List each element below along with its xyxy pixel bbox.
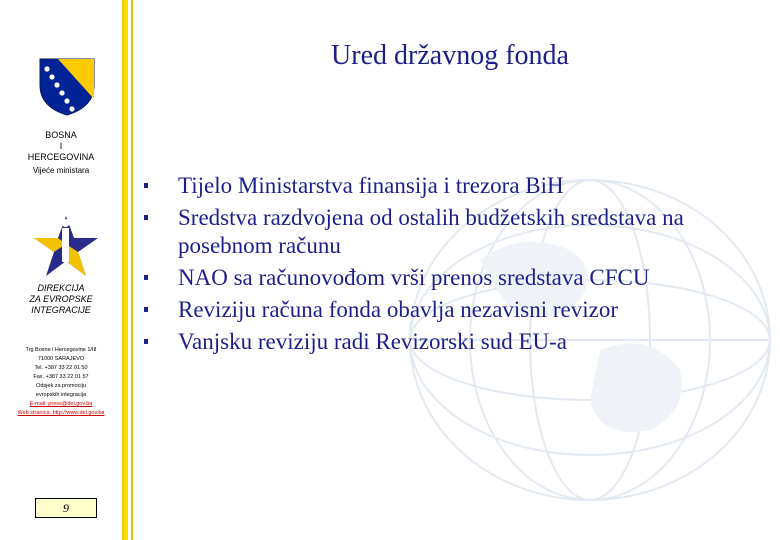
- bullet-item: [150, 264, 775, 292]
- country-line: HERCEGOVINA: [27, 152, 95, 162]
- contact-line: Odsjek za promociju: [36, 383, 86, 389]
- website-link[interactable]: Web stranica: http://www.dei.gov.ba: [17, 410, 105, 416]
- bullet-item: [150, 296, 775, 324]
- slide-title: Ured državnog fonda: [331, 40, 569, 71]
- bullet-marker-icon: [144, 215, 148, 220]
- bullet-item: [150, 172, 775, 200]
- bullet-text: Tijelo Ministarstva finansija i trezora BiH: [178, 173, 564, 198]
- directorate-line: DIREKCIJA: [37, 283, 85, 293]
- country-name: [0, 130, 122, 163]
- directorate-line: ZA EVROPSKE: [29, 294, 93, 304]
- contact-line: Tel. +387 33 22 01 50: [34, 365, 88, 371]
- contact-line: Fax. +387 33 22 01 57: [33, 374, 89, 380]
- bullet-marker-icon: [144, 183, 148, 188]
- country-line: BOSNA: [45, 130, 77, 140]
- bullet-text: Sredstva razdvojena od ostalih budžetskih sredstava na posebnom računu: [178, 205, 684, 258]
- contact-line: Trg Bosne i Hercegovine 1/III: [25, 347, 97, 353]
- council-name: Vijeće ministara: [32, 166, 90, 175]
- contact-info: [0, 346, 122, 418]
- bullet-item: [150, 204, 775, 260]
- directorate-line: INTEGRACIJE: [31, 305, 91, 315]
- page-number: 9: [35, 498, 97, 518]
- contact-line: 71000 SARAJEVO: [37, 356, 85, 362]
- bullet-text: Reviziju računa fonda obavlja nezavisni revizor: [178, 297, 619, 322]
- bullet-marker-icon: [144, 275, 148, 280]
- bullet-list: [150, 172, 775, 356]
- sidebar: [0, 0, 124, 540]
- bih-coat-of-arms-icon: [38, 55, 96, 117]
- contact-line: evropskih integracija: [35, 392, 87, 398]
- country-line: I: [59, 141, 63, 151]
- bullet-text: NAO sa računovođom vrši prenos sredstava CFCU: [178, 265, 650, 290]
- directorate-name: [0, 283, 122, 316]
- bullet-marker-icon: [144, 339, 148, 344]
- email-link[interactable]: E-mail: press@dei.gov.ba: [29, 401, 93, 407]
- dei-star-logo-icon: [32, 214, 100, 278]
- bullet-text: Vanjsku reviziju radi Revizorski sud EU-a: [178, 329, 567, 354]
- bullet-marker-icon: [144, 307, 148, 312]
- bullet-item: [150, 328, 775, 356]
